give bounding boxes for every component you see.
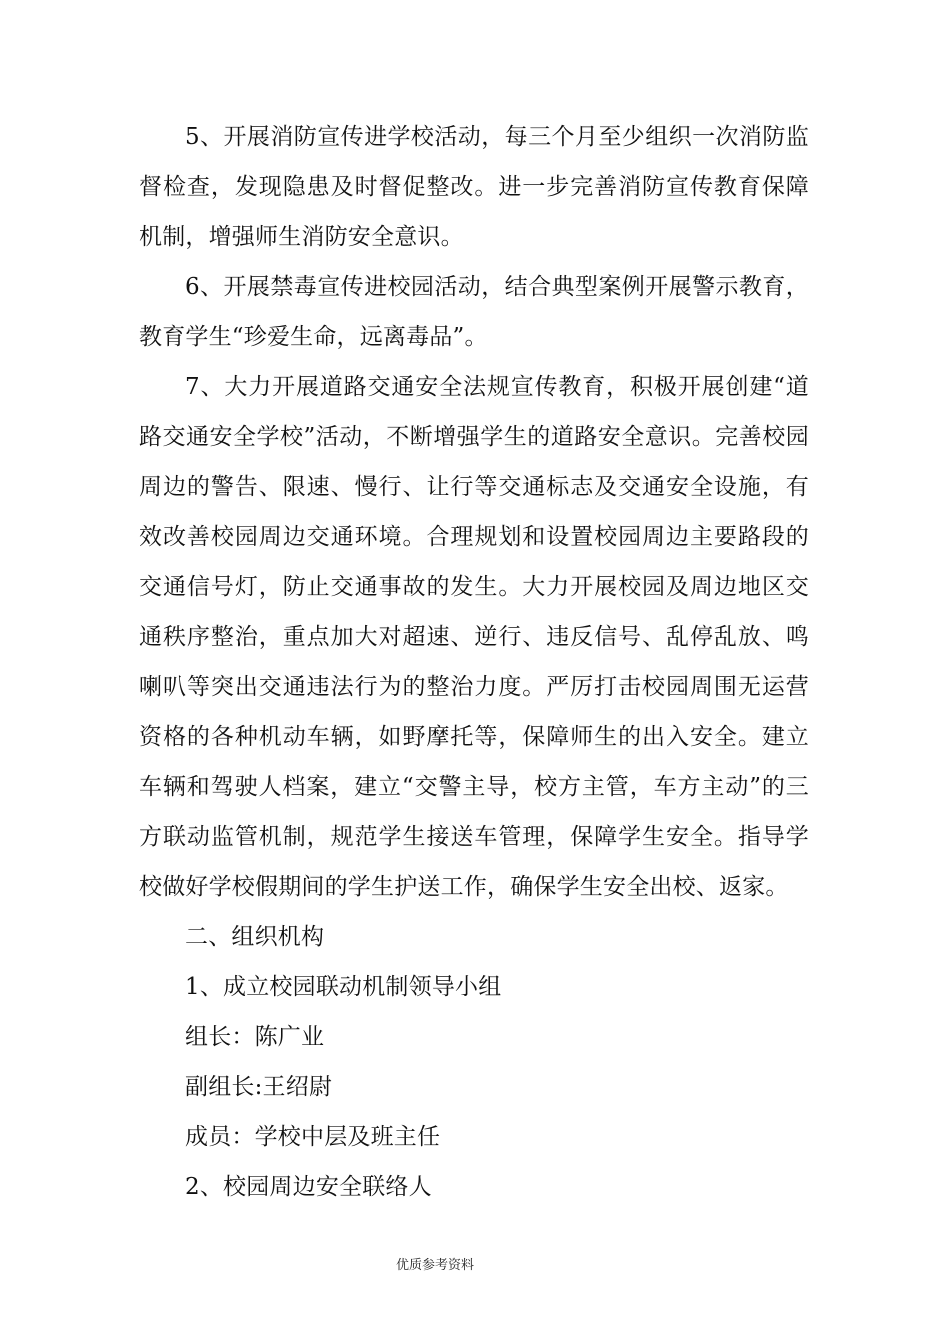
leader-line: 组长：陈广业	[185, 1024, 325, 1050]
page-footer: 优质参考资料	[396, 1258, 475, 1273]
document-body	[139, 112, 809, 1212]
members-line: 成员：学校中层及班主任	[185, 1124, 441, 1150]
list-item-safety-contact: 2、校园周边安全联络人	[185, 1174, 432, 1200]
paragraph-traffic-safety: 7、大力开展道路交通安全法规宣传教育，积极开展创建“道路交通安全学校”活动，不断增强学生的道路安全意识。完善校园周边的警告、限速、慢行、让行等交通标志及交通安全设施，有效改善校园周边交通环境。合理规划和设置校园周边主要路段的交通信号灯，防止交通事故的发生。大力开展校园及周边地区交通秩序整治，重点加大对超速、逆行、违反信号、乱停乱放、鸣喇叭等突出交通违法行为的整治力度。严厉打击校园周围无运营资格的各种机动车辆，如野摩托等，保障师生的出入安全。建立车辆和驾驶人档案，建立“交警主导，校方主管，车方主动”的三方联动监管机制，规范学生接送车管理，保障学生安全。指导学校做好学校假期间的学生护送工作，确保学生安全出校、返家。	[139, 374, 809, 900]
deputy-leader-line: 副组长:王绍尉	[185, 1074, 333, 1100]
list-item-leadership-group: 1、成立校园联动机制领导小组	[185, 974, 502, 1000]
paragraph-anti-drug: 6、开展禁毒宣传进校园活动，结合典型案例开展警示教育，教育学生“珍爱生命，远离毒品”。	[139, 274, 809, 350]
paragraph-fire-safety: 5、开展消防宣传进学校活动，每三个月至少组织一次消防监督检查，发现隐患及时督促整改。进一步完善消防宣传教育保障机制，增强师生消防安全意识。	[139, 124, 809, 250]
section-heading: 二、组织机构	[185, 924, 325, 950]
